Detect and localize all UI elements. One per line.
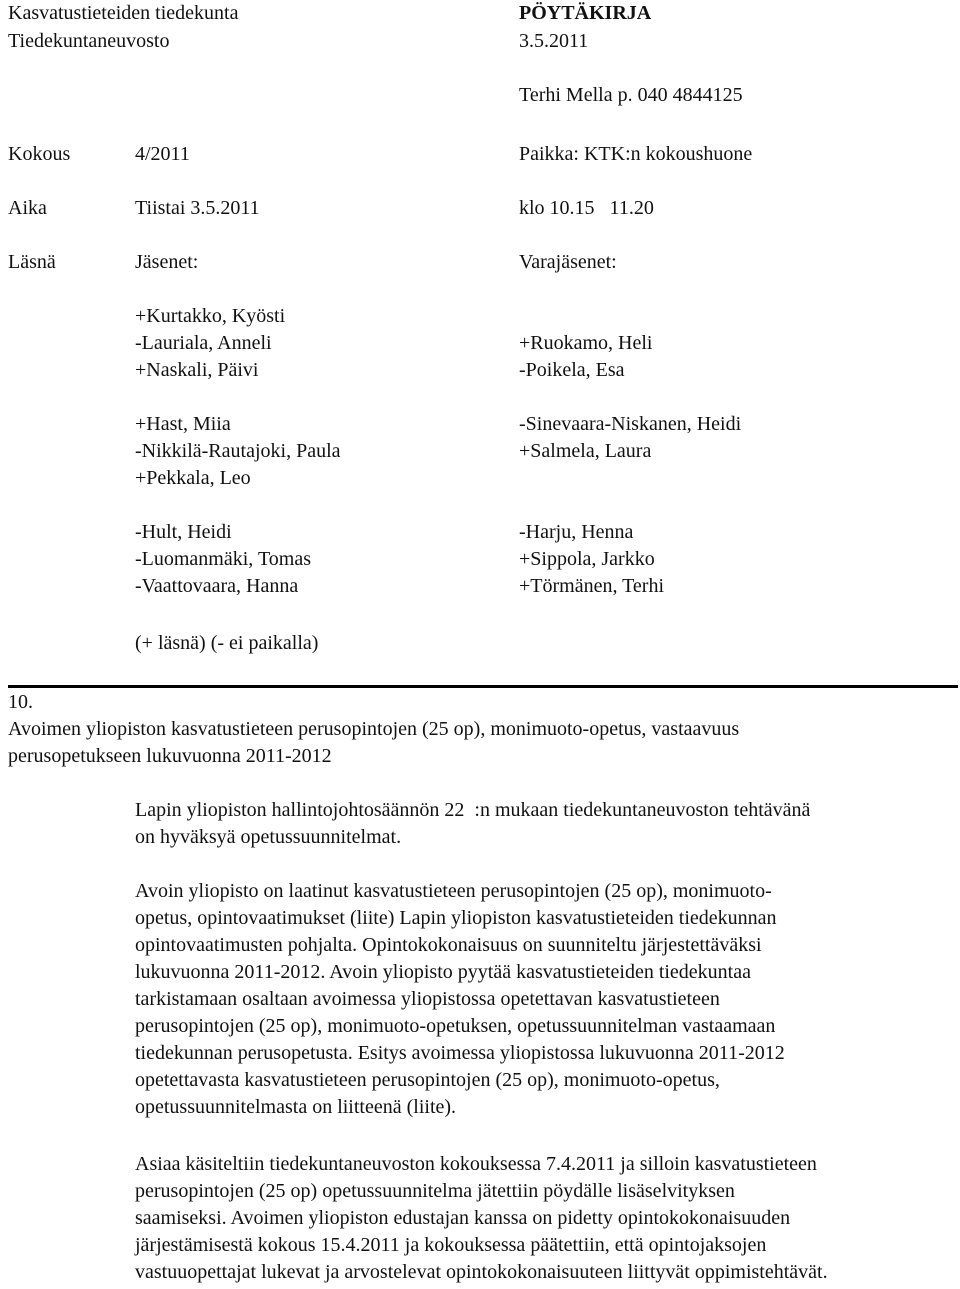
deputy-name: +Ruokamo, Heli <box>519 332 653 354</box>
meeting-place: Paikka: KTK:n kokoushuone <box>519 143 753 165</box>
meeting-day: Tiistai 3.5.2011 <box>135 197 260 219</box>
deputy-name: -Harju, Henna <box>519 521 634 543</box>
deputy-name: -Sinevaara-Niskanen, Heidi <box>519 413 742 435</box>
paragraph-line: Avoin yliopisto on laatinut kasvatustieteen perusopintojen (25 op), monimuoto- <box>135 880 772 902</box>
member-name: -Nikkilä-Rautajoki, Paula <box>135 440 341 462</box>
member-name: -Vaattovaara, Hanna <box>135 575 299 597</box>
deputy-name: -Poikela, Esa <box>519 359 625 381</box>
member-name: +Hast, Miia <box>135 413 231 435</box>
paragraph-line: opetus, opintovaatimukset (liite) Lapin yliopiston kasvatustieteiden tiedekunnan <box>135 907 777 929</box>
paragraph-line: Asiaa käsiteltiin tiedekuntaneuvoston kokouksessa 7.4.2011 ja silloin kasvatustieteen <box>135 1153 817 1175</box>
paragraph-3 <box>135 1151 947 1286</box>
time-label: Aika <box>8 197 47 219</box>
paragraph-line: tiedekunnan perusopetusta. Esitys avoimessa yliopistossa lukuvuonna 2011-2012 <box>135 1042 785 1064</box>
deputy-name: +Salmela, Laura <box>519 440 652 462</box>
member-name: +Naskali, Päivi <box>135 359 259 381</box>
deputy-name: +Törmänen, Terhi <box>519 575 665 597</box>
paragraph-line: tarkistamaan osaltaan avoimessa yliopistossa opetettavan kasvatustieteen <box>135 988 720 1010</box>
member-name: -Hult, Heidi <box>135 521 232 543</box>
paragraph-1 <box>135 797 947 851</box>
meeting-time: klo 10.15 11.20 <box>519 197 654 219</box>
secretary-contact: Terhi Mella p. 040 4844125 <box>519 84 743 106</box>
paragraph-line: on hyväksyä opetussuunnitelmat. <box>135 826 402 848</box>
item-title-line: Avoimen yliopiston kasvatustieteen perusopintojen (25 op), monimuoto-opetus, vastaavuus <box>8 718 740 740</box>
paragraph-line: opintovaatimusten pohjalta. Opintokokonaisuus on suunniteltu järjestettäväksi <box>135 934 762 956</box>
paragraph-line: lukuvuonna 2011-2012. Avoin yliopisto pyytää kasvatustieteiden tiedekuntaa <box>135 961 751 983</box>
document-type: PÖYTÄKIRJA <box>519 2 652 24</box>
member-name: -Luomanmäki, Tomas <box>135 548 311 570</box>
members-label: Jäsenet: <box>135 251 199 273</box>
section-divider <box>8 685 958 688</box>
paragraph-line: perusopintojen (25 op), monimuoto-opetuksen, opetussuunnitelman vastaamaan <box>135 1015 776 1037</box>
paragraph-line: perusopintojen (25 op) opetussuunnitelma jätettiin pöydälle lisäselvityksen <box>135 1180 735 1202</box>
item-title-line: perusopetukseen lukuvuonna 2011-2012 <box>8 745 332 767</box>
paragraph-line: vastuuopettajat lukevat ja arvostelevat opintokokonaisuuteen liittyvät oppimistehtävät. <box>135 1261 828 1283</box>
attendance-legend: (+ läsnä) (- ei paikalla) <box>135 632 319 654</box>
paragraph-line: Lapin yliopiston hallintojohtosäännön 22 :n mukaan tiedekuntaneuvoston tehtävänä <box>135 799 811 821</box>
council-name: Tiedekuntaneuvosto <box>8 30 170 52</box>
member-name: -Lauriala, Anneli <box>135 332 272 354</box>
item-number: 10. <box>8 691 33 713</box>
paragraph-line: järjestämisestä kokous 15.4.2011 ja kokouksessa päätettiin, että opintojaksojen <box>135 1234 767 1256</box>
paragraph-line: opetettavasta kasvatustieteen perusopintojen (25 op), monimuoto-opetus, <box>135 1069 720 1091</box>
member-name: +Kurtakko, Kyösti <box>135 305 286 327</box>
meeting-number: 4/2011 <box>135 143 190 165</box>
attendance-label: Läsnä <box>8 251 56 273</box>
faculty-name: Kasvatustieteiden tiedekunta <box>8 2 239 24</box>
deputy-name: +Sippola, Jarkko <box>519 548 655 570</box>
item-title <box>8 716 953 770</box>
meeting-label: Kokous <box>8 143 71 165</box>
paragraph-line: opetussuunnitelmasta on liitteenä (liite). <box>135 1096 457 1118</box>
paragraph-2 <box>135 878 947 1121</box>
document-date: 3.5.2011 <box>519 30 589 52</box>
deputies-label: Varajäsenet: <box>519 251 617 273</box>
paragraph-line: saamiseksi. Avoimen yliopiston edustajan kanssa on pidetty opintokokonaisuuden <box>135 1207 791 1229</box>
member-name: +Pekkala, Leo <box>135 467 251 489</box>
